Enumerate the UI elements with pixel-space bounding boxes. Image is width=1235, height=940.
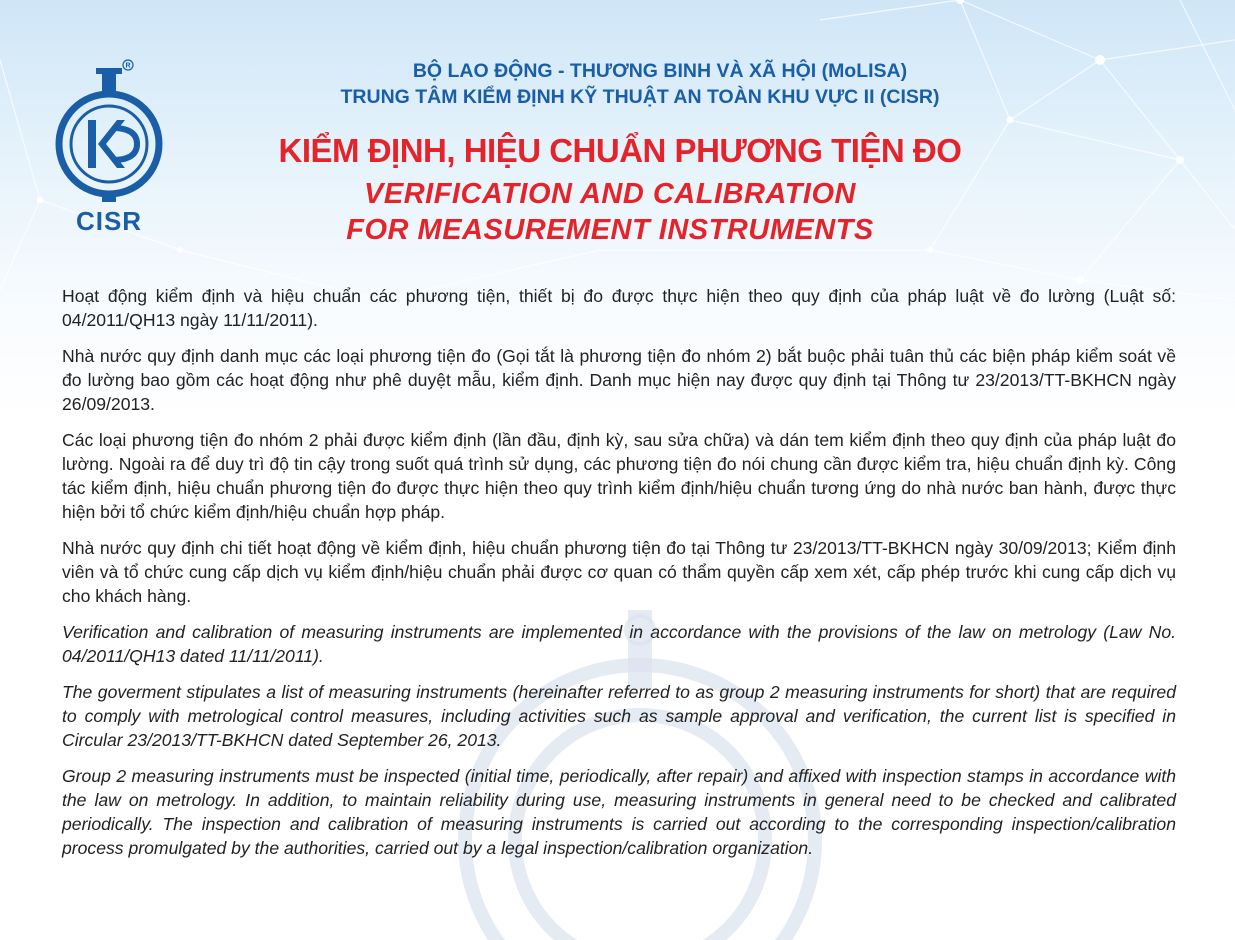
svg-text:CISR: CISR [75,206,143,236]
paragraph-en-3: Group 2 measuring instruments must be inspected (initial time, periodically, after repair) and affixed with inspection stamps in accordance with the law on metrology. In addition, to maintain reliability during use, measuring instruments in general need to be checked and calibrated periodically. The inspection and calibration of measuring instruments is carried out according to the corresponding inspection/calibration process promulgated by the authorities, carried out by a legal inspection/calibration organization. [62,766,1176,858]
document-body [62,284,1176,872]
center-name: TRUNG TÂM KIỂM ĐỊNH KỸ THUẬT AN TOÀN KHU VỰC II (CISR) [340,86,940,108]
paragraph-en-1: Verification and calibration of measuring instruments are implemented in accordance with the provisions of the law on metrology (Law No. 04/2011/QH13 dated 11/11/2011). [62,622,1176,666]
paragraph-vi-3: Các loại phương tiện đo nhóm 2 phải được kiểm định (lần đầu, định kỳ, sau sửa chữa) và dán tem kiểm định theo quy định của pháp luật đo lường. Ngoài ra để duy trì độ tin cậy trong suốt quá trình sử dụng, các phương tiện đo nói chung cần được kiểm tra, hiệu chuẩn định kỳ. Công tác kiểm định, hiệu chuẩn phương tiện đo được thực hiện theo quy trình kiểm định/hiệu chuẩn tương ứng do nhà nước ban hành, được thực hiện bởi tổ chức kiểm định/hiệu chuẩn hợp pháp. [62,430,1176,522]
paragraph-en-2: The goverment stipulates a list of measuring instruments (hereinafter referred to as group 2 measuring instruments for short) that are required to comply with metrological control measures, including activities such as sample approval and verification, the current list is specified in Circular 23/2013/TT-BKHCN dated September 26, 2013. [62,682,1176,750]
ministry-name: BỘ LAO ĐỘNG - THƯƠNG BINH VÀ XÃ HỘI (MoLISA) [412,60,908,82]
page-title-english-line-1: VERIFICATION AND CALIBRATION [364,178,856,210]
paragraph-vi-4: Nhà nước quy định chi tiết hoạt động về kiểm định, hiệu chuẩn phương tiện đo tại Thông tư 23/2013/TT-BKHCN ngày 30/09/2013; Kiểm định viên và tổ chức cung cấp dịch vụ kiểm định/hiệu chuẩn phải được cơ quan có thẩm quyền cấp xem xét, cấp phép trước khi cung cấp dịch vụ cho khách hàng. [62,538,1176,606]
paragraph-vi-2: Nhà nước quy định danh mục các loại phương tiện đo (Gọi tắt là phương tiện đo nhóm 2) bắt buộc phải tuân thủ các biện pháp kiểm soát về đo lường bao gồm các hoạt động như phê duyệt mẫu, kiểm định. Danh mục hiện nay được quy định tại Thông tư 23/2013/TT-BKHCN ngày 26/09/2013. [62,346,1176,414]
svg-text:R: R [125,62,131,70]
page-title-vietnamese: KIỂM ĐỊNH, HIỆU CHUẨN PHƯƠNG TIỆN ĐO [278,132,962,169]
cisr-logo [55,58,163,238]
page-title-english-line-2: FOR MEASUREMENT INSTRUMENTS [346,214,874,246]
page-title-english [300,176,920,248]
header [170,58,1070,110]
paragraph-vi-1: Hoạt động kiểm định và hiệu chuẩn các phương tiện, thiết bị đo được thực hiện theo quy định của pháp luật về đo lường (Luật số: 04/2011/QH13 ngày 11/11/2011). [62,286,1176,330]
